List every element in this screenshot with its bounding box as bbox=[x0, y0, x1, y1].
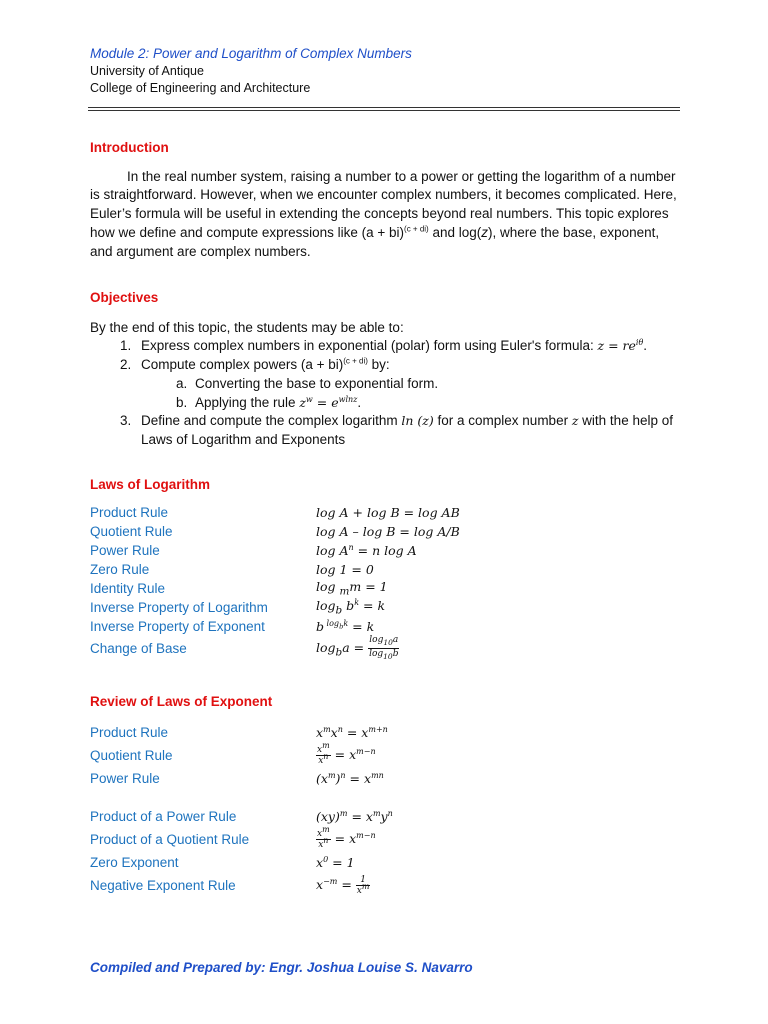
objective-item-1: 1. Express complex numbers in exponential (polar) form using Euler's formula: $z = re^{i\theta}$. bbox=[135, 337, 680, 356]
law-name: Zero Exponent bbox=[90, 854, 179, 870]
law-row bbox=[90, 598, 690, 617]
objective-2a: a. Converting the base to exponential form. bbox=[191, 375, 680, 394]
law-name: Product Rule bbox=[90, 505, 169, 520]
law-formula: $x^0 = 1$ bbox=[316, 854, 355, 870]
euler-formula-exponent: iθ bbox=[635, 338, 644, 348]
objective-item-3 bbox=[135, 412, 680, 449]
law-name: Quotient Rule bbox=[90, 524, 173, 539]
objectives-list bbox=[90, 337, 680, 449]
objective-3-end: with the help of Laws of Logarithm and Exponents bbox=[141, 413, 673, 447]
power-rule-formula bbox=[299, 395, 357, 410]
law-row bbox=[90, 617, 690, 636]
law-name: Identity Rule bbox=[90, 581, 166, 596]
law-row bbox=[90, 721, 690, 743]
power-rule-exponent: wlnz bbox=[338, 394, 358, 404]
law-row bbox=[90, 522, 690, 541]
objectives-heading: Objectives bbox=[90, 290, 159, 305]
university-name: University of Antique bbox=[90, 64, 204, 78]
law-row bbox=[90, 767, 690, 789]
law-name: Product Rule bbox=[90, 724, 169, 740]
law-row bbox=[90, 636, 690, 660]
college-name: College of Engineering and Architecture bbox=[90, 81, 311, 95]
objective-2-exponent: (c + di) bbox=[343, 356, 368, 366]
objective-3-mid: for a complex number bbox=[433, 413, 572, 429]
ln-z-formula: ln (z) bbox=[401, 413, 434, 429]
law-formula: log A – log B = log A/B bbox=[316, 524, 460, 539]
law-formula: $x^{-m}$ = $\frac{1}{x^m}$ bbox=[316, 874, 370, 896]
law-formula: $(xy)^m = x^my^n$ bbox=[316, 808, 393, 824]
objective-2-text: Compute complex powers (a + bi) bbox=[141, 357, 344, 373]
law-formula: $\log_b b^k = k$ bbox=[316, 598, 386, 617]
laws-of-exponent-heading: Review of Laws of Exponent bbox=[90, 694, 273, 709]
footer-credit: Compiled and Prepared by: Engr. Joshua Louise S. Navarro bbox=[90, 960, 473, 975]
fraction: $\frac{x^m}{x^n}$ bbox=[317, 740, 330, 766]
law-formula: log $_m$m = 1 bbox=[316, 579, 388, 598]
objective-2b-text: Applying the rule bbox=[195, 394, 300, 410]
intro-exponent: (c + di) bbox=[404, 224, 429, 234]
law-name: Power Rule bbox=[90, 770, 160, 786]
introduction-section bbox=[90, 139, 680, 261]
objectives-section bbox=[90, 289, 680, 450]
law-name: Product of a Power Rule bbox=[90, 808, 237, 824]
law-formula: $\frac{x^m}{x^n}$ = $x^{m-n}$ bbox=[317, 740, 376, 766]
intro-z: z bbox=[481, 224, 489, 240]
objectives-lead: By the end of this topic, the students may be able to: bbox=[90, 319, 404, 335]
objective-item-2 bbox=[135, 356, 680, 412]
intro-text-end: ), where the base, exponent, and argument are complex numbers. bbox=[90, 224, 660, 259]
fraction: $\frac{1}{x^m}$ bbox=[356, 874, 370, 896]
law-row bbox=[90, 503, 690, 522]
law-formula: $\frac{x^m}{x^n}$ = $x^{m-n}$ bbox=[317, 824, 376, 850]
law-formula: $x^mx^n = x^{m+n}$ bbox=[316, 724, 388, 740]
law-row bbox=[90, 851, 690, 873]
intro-text: In the real number system, raising a number to a power or getting the logarithm of a number is straightforward. However, when we encounter complex numbers, it becomes complicated. Here, Euler’s formula will be useful in extending the concepts beyond real numbers. This topic explores how we define and compute expressions like (a + bi) bbox=[90, 168, 677, 240]
law-name: Negative Exponent Rule bbox=[90, 877, 236, 893]
law-row bbox=[90, 560, 690, 579]
fraction: $\frac{x^m}{x^n}$ bbox=[317, 824, 330, 850]
laws-of-logarithm-heading: Laws of Logarithm bbox=[90, 477, 211, 492]
objective-1-text: Express complex numbers in exponential (polar) form using Euler's formula: bbox=[141, 338, 598, 354]
objective-2-end: by: bbox=[367, 357, 390, 373]
euler-formula bbox=[598, 338, 644, 353]
intro-text-mid: and log( bbox=[428, 224, 482, 240]
objective-2-sublist bbox=[141, 375, 680, 412]
laws-of-logarithm-section bbox=[90, 477, 690, 660]
law-formula: $\log A^n = n$ log A bbox=[316, 542, 417, 558]
law-row bbox=[90, 824, 690, 851]
module-title: Module 2: Power and Logarithm of Complex Numbers bbox=[90, 46, 412, 61]
header-rule-bottom bbox=[88, 110, 680, 111]
introduction-paragraph bbox=[90, 168, 680, 262]
law-name: Inverse Property of Logarithm bbox=[90, 600, 268, 615]
law-row bbox=[90, 805, 690, 827]
objective-3-text: Define and compute the complex logarithm bbox=[141, 413, 402, 429]
introduction-heading: Introduction bbox=[90, 140, 169, 155]
laws-of-exponent-section bbox=[90, 694, 690, 897]
euler-formula-base: z = re bbox=[597, 338, 636, 354]
power-rule-z: z bbox=[299, 394, 306, 410]
law-row bbox=[90, 740, 690, 767]
law-name: Change of Base bbox=[90, 640, 187, 656]
objective-2b: b. Applying the rule $z^w = e^{wlnz}$. bbox=[191, 394, 680, 413]
law-formula: log A + log B = log AB bbox=[316, 505, 460, 520]
law-row bbox=[90, 873, 690, 897]
power-rule-w: w bbox=[305, 394, 313, 404]
power-rule-e: = e bbox=[312, 394, 339, 410]
law-name: Zero Rule bbox=[90, 562, 150, 577]
law-formula: log 1 = 0 bbox=[316, 562, 374, 577]
fraction: $\frac{\log_{10}a}{\log_{10}b}$ bbox=[369, 634, 399, 661]
law-formula: b $^{log_bk}$ = k bbox=[316, 618, 375, 634]
law-row bbox=[90, 541, 690, 560]
law-name: Power Rule bbox=[90, 543, 160, 558]
header-rule-top bbox=[88, 107, 680, 108]
law-row bbox=[90, 579, 690, 598]
law-formula: $(x^m)^n = x^{mn}$ bbox=[316, 770, 384, 786]
page-header bbox=[90, 46, 680, 98]
law-name: Quotient Rule bbox=[90, 747, 173, 763]
z-variable: z bbox=[571, 413, 579, 429]
law-name: Product of a Quotient Rule bbox=[90, 831, 250, 847]
law-name: Inverse Property of Exponent bbox=[90, 619, 265, 634]
law-formula: $\log_ba$ = $\frac{\log_{10}a}{\log_{10}b}$ bbox=[316, 634, 399, 661]
